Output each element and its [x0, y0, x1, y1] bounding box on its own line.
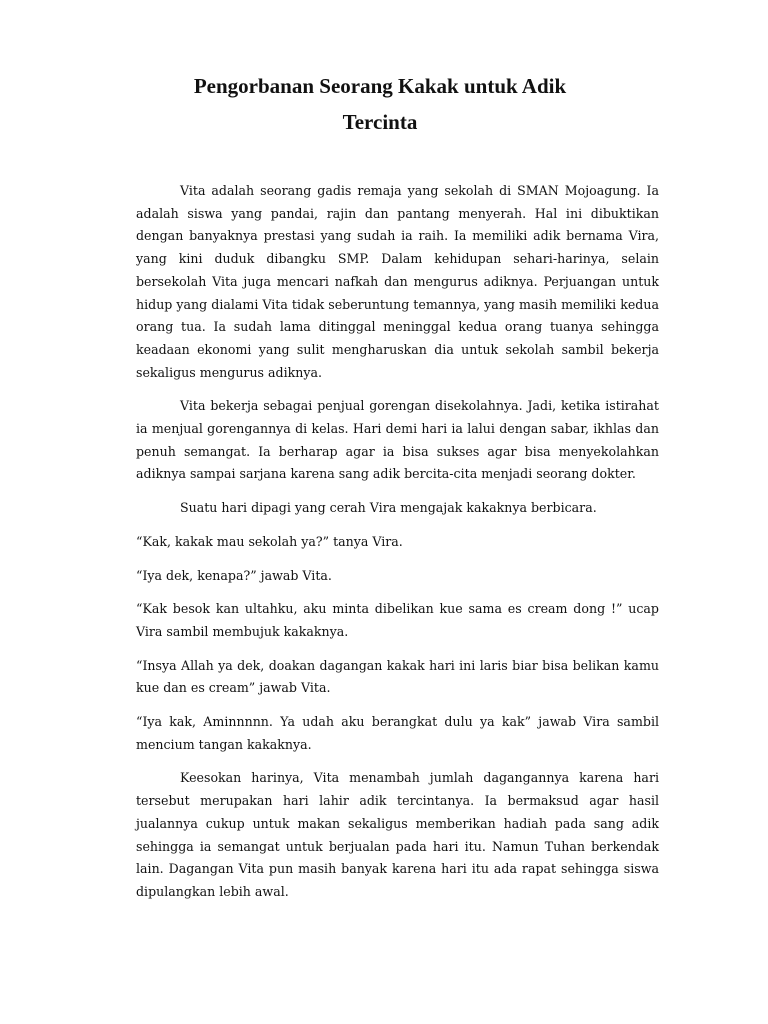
paragraph-intro: Vita adalah seorang gadis remaja yang sekolah di SMAN Mojoagung. Ia adalah siswa yang pandai, rajin dan pantang menyerah. Hal ini dibuktikan dengan banyaknya prestasi yang sudah ia raih. Ia memiliki adik bernama Vira, yang kini duduk dibangku SMP. Dalam kehidupan sehari-harinya, selain bersekolah Vita juga mencari nafkah dan mengurus adiknya. Perjuangan untuk hidup yang dialami Vita tidak seberuntung temannya, yang masih memiliki kedua orang tua. Ia sudah lama ditinggal meninggal kedua orang tuanya sehingga keadaan ekonomi yang sulit mengharuskan dia untuk sekolah sambil bekerja sekaligus mengurus adiknya.: [136, 183, 659, 380]
paragraph-work: Vita bekerja sebagai penjual gorengan disekolahnya. Jadi, ketika istirahat ia menjual gorengannya di kelas. Hari demi hari ia lalui dengan sabar, ikhlas dan penuh semangat. Ia berharap agar ia bisa sukses agar bisa menyekolahkan adiknya sampai sarjana karena sang adik bercita-cita menjadi seorang dokter.: [136, 398, 659, 482]
document-body: [136, 180, 659, 904]
dialogue-line: “Iya dek, kenapa?” jawab Vita.: [136, 567, 332, 583]
paragraph-next-day: Keesokan harinya, Vita menambah jumlah dagangannya karena hari tersebut merupakan hari lahir adik tercintanya. Ia bermaksud agar hasil jualannya cukup untuk makan sekaligus memberikan hadiah pada sang adik sehingga ia semangat untuk berjualan pada hari itu. Namun Tuhan berkendak lain. Dagangan Vita pun masih banyak karena hari itu ada rapat sehingga siswa dipulangkan lebih awal.: [136, 770, 659, 899]
dialogue-line: “Kak, kakak mau sekolah ya?” tanya Vira.: [136, 533, 403, 549]
title-line-1: Pengorbanan Seorang Kakak untuk Adik: [193, 74, 567, 98]
document-title: [120, 68, 640, 140]
paragraph-morning: Suatu hari dipagi yang cerah Vira mengajak kakaknya berbicara.: [180, 500, 597, 516]
title-line-2: Tercinta: [342, 110, 418, 134]
dialogue-line: “Iya kak, Aminnnnn. Ya udah aku berangkat dulu ya kak” jawab Vira sambil mencium tangan kakaknya.: [136, 714, 659, 752]
dialogue-line: “Insya Allah ya dek, doakan dagangan kakak hari ini laris biar bisa belikan kamu kue dan es cream” jawab Vita.: [136, 657, 659, 696]
dialogue-line: “Kak besok kan ultahku, aku minta dibelikan kue sama es cream dong !” ucap Vira sambil membujuk kakaknya.: [136, 601, 659, 639]
